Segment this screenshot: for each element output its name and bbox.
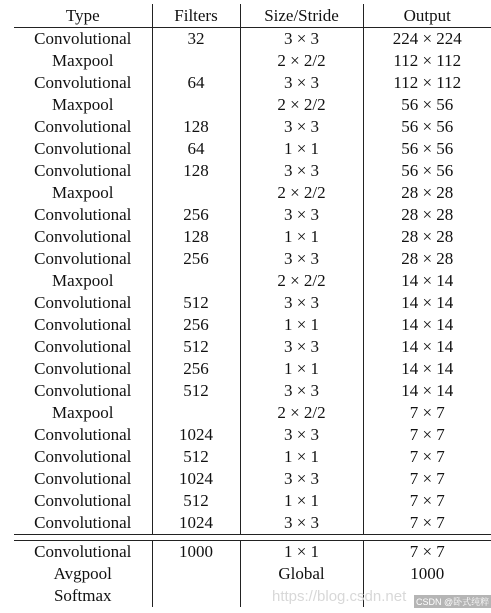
cell-size-stride: 1 × 1 <box>240 138 363 160</box>
cell-output: 112 × 112 <box>363 50 491 72</box>
cell-output: 56 × 56 <box>363 138 491 160</box>
table-row <box>14 402 491 424</box>
cell-type: Convolutional <box>34 359 132 378</box>
cell-filters: 512 <box>152 292 240 314</box>
cell-filters: 512 <box>152 446 240 468</box>
table-row <box>14 226 491 248</box>
cell-output: 28 × 28 <box>363 248 491 270</box>
header-row <box>14 4 491 28</box>
table-row <box>14 490 491 512</box>
cell-type: Convolutional <box>34 469 132 488</box>
cell-size-stride: 2 × 2/2 <box>240 50 363 72</box>
cell-filters: 128 <box>152 116 240 138</box>
table-row <box>14 94 491 116</box>
cell-type: Maxpool <box>52 183 114 202</box>
table-row <box>14 424 491 446</box>
cell-size-stride: 1 × 1 <box>240 446 363 468</box>
layer-rows <box>14 28 491 535</box>
cell-output: 14 × 14 <box>363 314 491 336</box>
cell-type: Convolutional <box>34 542 132 561</box>
cell-output: 56 × 56 <box>363 94 491 116</box>
cell-size-stride: Global <box>240 563 363 585</box>
table-row <box>14 270 491 292</box>
cell-filters: 1024 <box>152 424 240 446</box>
cell-type: Softmax <box>53 586 112 605</box>
cell-size-stride: 3 × 3 <box>240 336 363 358</box>
cell-filters: 512 <box>152 490 240 512</box>
table-row <box>14 336 491 358</box>
table-row <box>14 468 491 490</box>
cell-filters: 1024 <box>152 512 240 535</box>
cell-size-stride: 2 × 2/2 <box>240 94 363 116</box>
cell-type: Convolutional <box>34 205 132 224</box>
cell-size-stride: 3 × 3 <box>240 512 363 535</box>
cell-output: 7 × 7 <box>363 541 491 564</box>
cell-output: 56 × 56 <box>363 160 491 182</box>
cell-filters: 64 <box>152 72 240 94</box>
cell-filters <box>152 270 240 292</box>
header-filters: Filters <box>152 4 240 28</box>
table-row <box>14 28 491 51</box>
cell-size-stride: 3 × 3 <box>240 160 363 182</box>
cell-output: 14 × 14 <box>363 292 491 314</box>
cell-output: 14 × 14 <box>363 358 491 380</box>
cell-filters <box>152 402 240 424</box>
cell-type: Maxpool <box>52 95 114 114</box>
cell-type: Convolutional <box>34 139 132 158</box>
table-row <box>14 292 491 314</box>
cell-type: Convolutional <box>34 337 132 356</box>
cell-type: Convolutional <box>34 117 132 136</box>
cell-filters: 512 <box>152 336 240 358</box>
cell-size-stride: 1 × 1 <box>240 541 363 564</box>
cell-type: Convolutional <box>34 315 132 334</box>
cell-type: Maxpool <box>52 403 114 422</box>
table-row <box>14 358 491 380</box>
cell-type: Convolutional <box>34 491 132 510</box>
cell-filters: 32 <box>152 28 240 51</box>
cell-size-stride: 3 × 3 <box>240 28 363 51</box>
cell-output: 7 × 7 <box>363 402 491 424</box>
cell-output: 7 × 7 <box>363 446 491 468</box>
cell-output: 14 × 14 <box>363 336 491 358</box>
cell-filters <box>152 585 240 607</box>
header-type: Type <box>14 4 152 28</box>
cell-output: 112 × 112 <box>363 72 491 94</box>
cell-size-stride: 3 × 3 <box>240 380 363 402</box>
cell-type: Convolutional <box>34 227 132 246</box>
cell-size-stride: 2 × 2/2 <box>240 182 363 204</box>
header-size-stride: Size/Stride <box>240 4 363 28</box>
cell-output: 28 × 28 <box>363 226 491 248</box>
cell-output: 7 × 7 <box>363 468 491 490</box>
cell-size-stride: 1 × 1 <box>240 490 363 512</box>
table-row <box>14 160 491 182</box>
cell-output: 7 × 7 <box>363 424 491 446</box>
cell-output: 28 × 28 <box>363 182 491 204</box>
table-row <box>14 50 491 72</box>
cell-filters <box>152 563 240 585</box>
watermark-text: https://blog.csdn.net <box>272 588 407 605</box>
cell-filters <box>152 50 240 72</box>
cell-type: Convolutional <box>34 447 132 466</box>
table-row <box>14 204 491 226</box>
cell-size-stride: 3 × 3 <box>240 116 363 138</box>
table-row <box>14 72 491 94</box>
cell-type: Maxpool <box>52 51 114 70</box>
cell-output: 224 × 224 <box>363 28 491 51</box>
cell-size-stride: 2 × 2/2 <box>240 270 363 292</box>
cell-filters: 256 <box>152 204 240 226</box>
csdn-badge: CSDN @卧式纯粹 <box>416 597 490 607</box>
cell-filters <box>152 94 240 116</box>
cell-filters: 64 <box>152 138 240 160</box>
cell-type: Avgpool <box>53 564 112 583</box>
table-row <box>14 314 491 336</box>
cell-filters <box>152 182 240 204</box>
cell-type: Convolutional <box>34 29 132 48</box>
cell-filters: 128 <box>152 226 240 248</box>
cell-size-stride: 3 × 3 <box>240 204 363 226</box>
cell-output: 1000 <box>363 563 491 585</box>
cell-filters: 1000 <box>152 541 240 564</box>
table-row <box>14 541 491 564</box>
cell-output: 14 × 14 <box>363 270 491 292</box>
table-row <box>14 563 491 585</box>
cell-type: Convolutional <box>34 513 132 532</box>
cell-output: 56 × 56 <box>363 116 491 138</box>
table-row <box>14 138 491 160</box>
cell-size-stride: 1 × 1 <box>240 358 363 380</box>
header-output: Output <box>363 4 491 28</box>
cell-size-stride: 1 × 1 <box>240 226 363 248</box>
cell-size-stride: 3 × 3 <box>240 424 363 446</box>
cell-type: Maxpool <box>52 271 114 290</box>
cell-filters: 1024 <box>152 468 240 490</box>
cell-output: 7 × 7 <box>363 512 491 535</box>
table-row <box>14 512 491 535</box>
cell-type: Convolutional <box>34 249 132 268</box>
cell-type: Convolutional <box>34 381 132 400</box>
cell-type: Convolutional <box>34 161 132 180</box>
cell-size-stride: 3 × 3 <box>240 468 363 490</box>
cell-size-stride: 1 × 1 <box>240 314 363 336</box>
cell-type: Convolutional <box>34 73 132 92</box>
table-row <box>14 446 491 468</box>
cell-filters: 256 <box>152 314 240 336</box>
cell-output: 7 × 7 <box>363 490 491 512</box>
cell-type: Convolutional <box>34 425 132 444</box>
cell-type: Convolutional <box>34 293 132 312</box>
cell-size-stride: 2 × 2/2 <box>240 402 363 424</box>
table-row <box>14 116 491 138</box>
table-row <box>14 380 491 402</box>
cell-filters: 512 <box>152 380 240 402</box>
cell-output: 14 × 14 <box>363 380 491 402</box>
cell-output: 28 × 28 <box>363 204 491 226</box>
cell-size-stride: 3 × 3 <box>240 248 363 270</box>
table-row <box>14 248 491 270</box>
table-row <box>14 182 491 204</box>
cell-filters: 128 <box>152 160 240 182</box>
cell-size-stride: 3 × 3 <box>240 72 363 94</box>
darknet-architecture-table <box>14 4 491 607</box>
cell-size-stride: 3 × 3 <box>240 292 363 314</box>
cell-filters: 256 <box>152 358 240 380</box>
cell-filters: 256 <box>152 248 240 270</box>
